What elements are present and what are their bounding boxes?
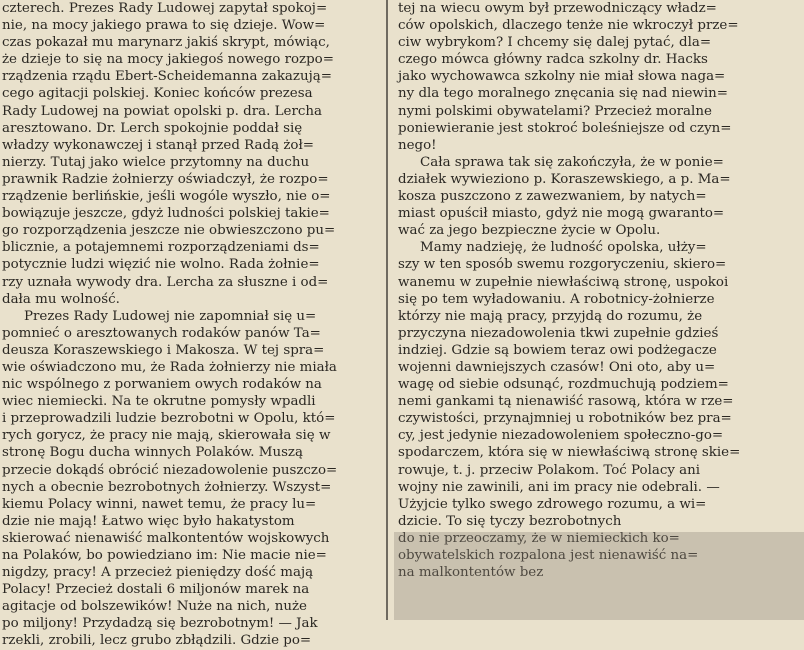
text-line: którzy nie mają pracy, przyjdą do rozumu, że [398,308,703,324]
text-line: rych gorycz, że pracy nie mają, skierowała się w [2,428,331,444]
text-line: nymi polskimi obywatelami? Przecież moralne [398,103,712,119]
text-line: aresztowano. Dr. Lerch spokojnie poddał się [2,120,303,136]
torn-paper-area [394,532,804,620]
text-line: obywatelskich rozpalona jest nienawiść na= [398,548,699,563]
text-line: że dzieje to się na mocy jakiegoś nowego rozpo= [2,52,334,68]
text-line: się po tem wyładowaniu. A robotnicy-żołnierze [398,291,715,307]
text-line: ców opolskich, dlaczego tenże nie wkroczył prze= [398,18,739,34]
text-line: wagę od siebie odsunąć, rozdmuchują podziem= [398,377,729,393]
text-line: deusza Koraszewskiego i Makosza. W tej spra= [2,342,325,358]
text-line: czas pokazał mu marynarz jakiś skrypt, mówiąc, [2,35,330,51]
text-line: rządzenie berlińskie, jeśli wogóle wyszło, nie o= [2,189,331,205]
text-line: potycznie ludzi więzić nie wolno. Rada żołnie= [2,257,320,273]
text-line: nic wspólnego z porwaniem owych rodaków na [2,377,322,393]
text-line: poniewieranie jest stokroć boleśniejsze od czyn= [398,120,732,136]
text-line: prawnik Radzie żołnierzy oświadczył, że rozpo= [2,171,329,187]
text-line: agitacje od bolszewików! Nuże na nich, nuże [2,599,307,615]
text-line: Polacy! Przecież dostali 6 miljonów marek na [2,582,310,598]
text-line: ny dla tego moralnego znęcania się nad niewin= [398,86,729,102]
text-line: spodarczem, która się w niewłaściwą stronę skie= [398,445,741,461]
text-line: rządzenia rządu Ebert-Scheidemanna zakazują= [2,69,332,85]
text-line: pomnieć o aresztowanych rodaków panów Ta= [2,325,321,341]
text-line: Użyjcie tylko swego zdrowego rozumu, a wi= [398,496,707,512]
text-line: nych a obecnie bezrobotnych żołnierzy. Wszyst= [2,479,332,495]
paragraph-start-line: Prezes Rady Ludowej nie zapomniał się u= [24,308,317,324]
text-line: na Polaków, bo powiedziano im: Nie macie nie= [2,548,327,563]
text-line: przecie dokądś obrócić niezadowolenie puszczo= [2,462,338,478]
text-line: stronę Bogu ducha winnych Polaków. Muszą [2,445,303,461]
text-line: i przeprowadzili ludzie bezrobotni w Opolu, któ= [2,411,336,427]
text-line: dała mu wolność. [2,291,120,307]
text-line: nego! [398,137,437,153]
text-line: działek wywieziono p. Koraszewskiego, a p. Ma= [398,171,731,187]
text-line: czego mówca główny radca szkolny dr. Hacks [398,52,708,68]
text-line: bowiązuje jeszcze, gdyż ludności polskiej takie= [2,206,330,222]
paragraph-start-line: Mamy nadzieję, że ludność opolska, ułży= [420,240,707,256]
text-line: wiec niemiecki. Na te okrutne pomysły wpadli [2,394,316,410]
text-line: go rozporządzenia jeszcze nie obwieszczono pu= [2,223,336,239]
text-line: rowuje, t. j. przeciw Polakom. Toć Polacy ani [398,462,701,478]
text-line: kiemu Polacy winni, nawet temu, że pracy lu= [2,496,317,512]
text-line: cy, jest jedynie niezadowoleniem społeczno-go= [398,428,724,444]
text-line: tej na wiecu owym był przewodniczący władz= [398,1,717,16]
text-line: przyczyna niezadowolenia tkwi zupełnie gdzieś [398,325,719,341]
text-line: wie oświadczono mu, że Rada żołnierzy nie miała [2,359,337,375]
text-line: dzicie. To się tyczy bezrobotnych [398,513,622,529]
text-line: po miljony! Przydadzą się bezrobotnym! — Jak [2,616,318,632]
text-line: czywistości, przynajmniej u robotników bez pra= [398,411,732,427]
text-line: nie, na mocy jakiego prawa to się dzieje. Wow= [2,18,326,34]
left-column [0,0,383,649]
text-line: cego agitacji polskiej. Koniec końców prezesa [2,86,313,102]
right-column [394,0,804,620]
text-line: blicznie, a potajemnemi rozporządzeniami ds= [2,240,320,256]
text-line: władzy wykonawczej i stanął przed Radą żoł= [2,137,315,153]
text-line: jako wychowawca szkolny nie miał słowa naga= [398,69,726,85]
text-line: skierować nienawiść malkontentów wojskowych [2,530,330,546]
text-line: szy w ten sposób swemu rozgoryczeniu, skiero= [398,257,727,273]
text-line: czterech. Prezes Rady Ludowej zapytał spokoj= [2,1,328,16]
text-line: indziej. Gdzie są bowiem teraz owi podżegacze [398,342,717,358]
text-line: wanemu w zupełnie niewłaściwą stronę, uspokoi [398,274,729,290]
text-line: wojenni dawniejszych czasów! Oni oto, aby u= [398,359,716,375]
text-line: nierzy. Tutaj jako wielce przytomny na duchu [2,154,310,170]
text-line: nigdzy, pracy! A przecież pieniędzy dość mają [2,565,314,581]
text-line: Rady Ludowej na powiat opolski p. dra. Lercha [2,103,322,119]
text-line: dzie nie mają! Łatwo więc było hakatystom [2,513,295,529]
paragraph-start-line: Cała sprawa tak się zakończyła, że w ponie= [420,154,724,170]
text-line: miast opuścił miasto, gdyż nie mogą gwaranto= [398,206,725,222]
text-line: na malkontentów bez [398,565,544,581]
text-line: ciw wybrykom? I chcemy się dalej pytać, dla= [398,35,712,51]
text-line: wać za jego bezpieczne życie w Opolu. [398,223,661,239]
text-line: do nie przeoczamy, że w niemieckich ko= [398,530,680,546]
text-line: wojny nie zawinili, ani im pracy nie odebrali. — [398,479,720,495]
text-line: rzy uznała wywody dra. Lercha za słuszne i od= [2,274,329,290]
text-line: rzekli, zrobili, lecz grubo zbłądzili. Gdzie po= [2,633,312,649]
text-line: kosza puszczono z zawezwaniem, by natych= [398,189,707,205]
text-line: nemi gankami tą nienawiść rasową, która w rze= [398,394,734,410]
column-divider [386,0,388,620]
